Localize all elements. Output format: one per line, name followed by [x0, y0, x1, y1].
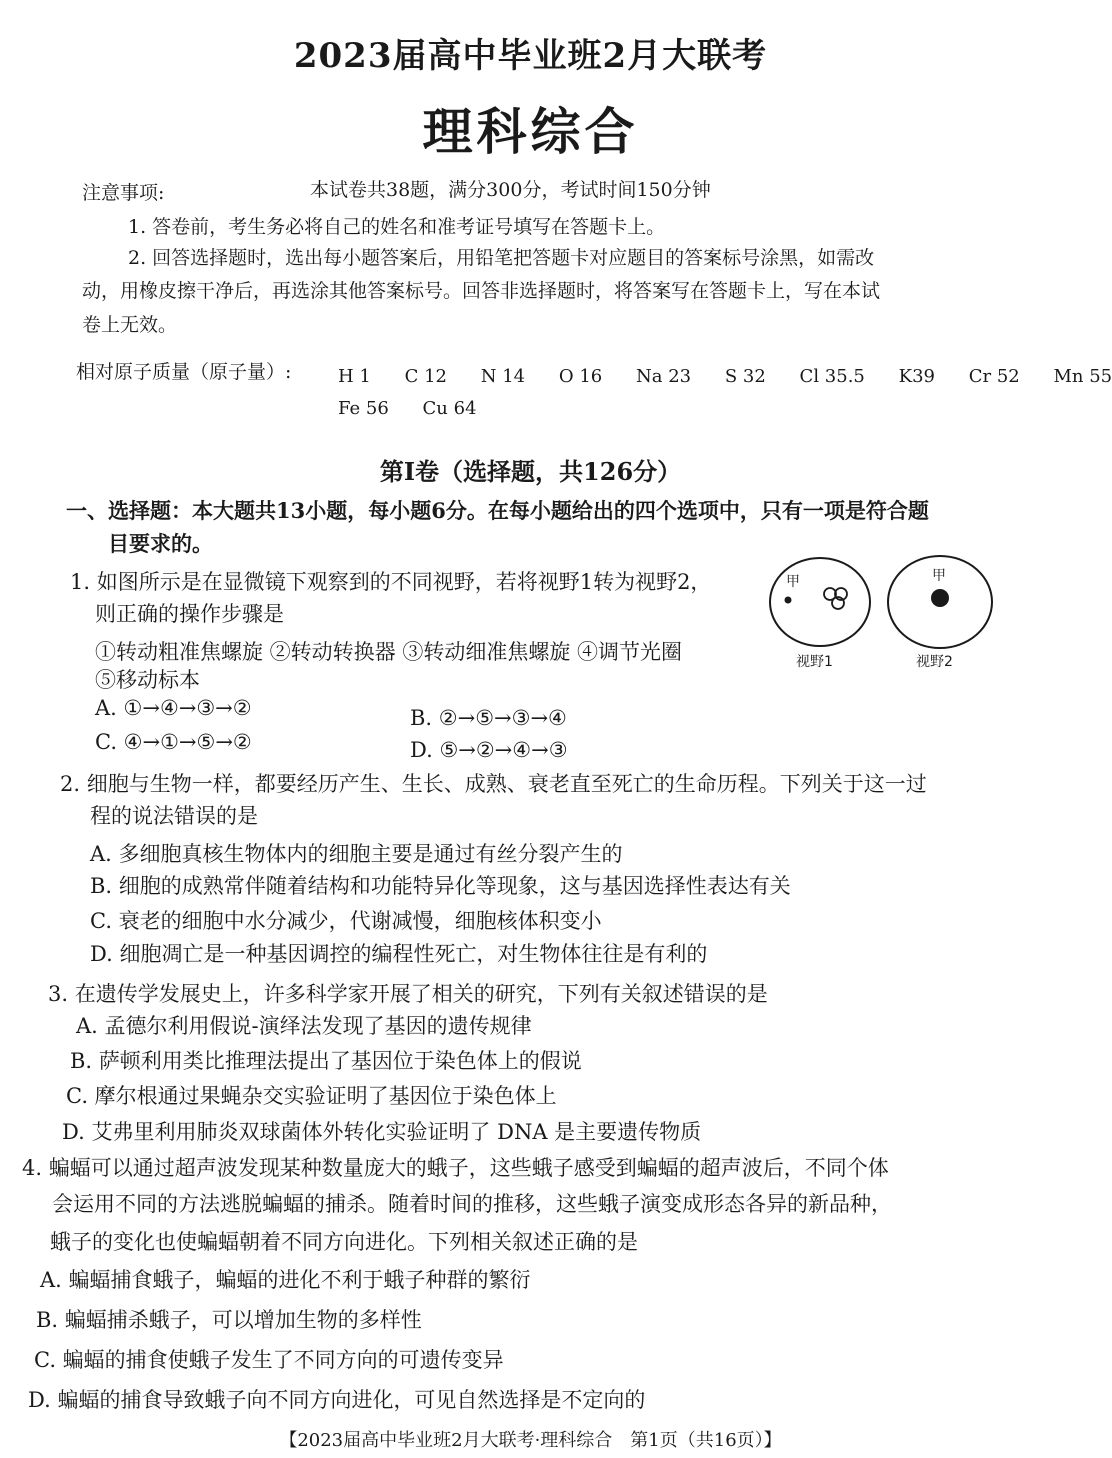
atomic-mass: N 14 [480, 366, 526, 387]
option-a[interactable]: A. 孟德尔利用假说-演绎法发现了基因的遗传规律 [76, 1014, 532, 1038]
exam-info: 本试卷共38题，满分300分，考试时间150分钟 [310, 179, 711, 201]
notice-item: 卷上无效。 [82, 314, 178, 336]
option-d[interactable]: D. 蝙蝠的捕食导致蛾子向不同方向进化，可见自然选择是不定向的 [28, 1388, 646, 1412]
question-2-text: 2. 细胞与生物一样，都要经历产生、生长、成熟、衰老直至死亡的生命历程。下列关于这一过 [60, 772, 927, 796]
atomic-mass: S 32 [724, 366, 766, 387]
option-d[interactable]: D. 细胞凋亡是一种基因调控的编程性死亡，对生物体往往是有利的 [90, 942, 708, 966]
atomic-mass: Cu 64 [422, 398, 477, 419]
notice-label: 注意事项: [82, 182, 165, 204]
specimen-large [931, 589, 949, 607]
option-a[interactable]: A. 多细胞真核生物体内的细胞主要是通过有丝分裂产生的 [90, 842, 623, 866]
field-2-label: 视野2 [916, 654, 953, 670]
question-3-text: 3. 在遗传学发展史上，许多科学家开展了相关的研究，下列有关叙述错误的是 [48, 982, 768, 1006]
section-instruction: 目要求的。 [108, 531, 213, 556]
question-1-steps: ①转动粗准焦螺旋 ②转动转换器 ③转动细准焦螺旋 ④调节光圈 [95, 640, 683, 664]
question-4-text: 蛾子的变化也使蝙蝠朝着不同方向进化。下列相关叙述正确的是 [50, 1230, 638, 1254]
option-b[interactable]: B. 蝙蝠捕杀蛾子，可以增加生物的多样性 [36, 1308, 422, 1332]
question-4-text: 4. 蝙蝠可以通过超声波发现某种数量庞大的蛾子，这些蛾子感受到蝙蝠的超声波后，不同个体 [22, 1156, 889, 1180]
notice-item: 2. 回答选择题时，选出每小题答案后，用铅笔把答题卡对应题目的答案标号涂黑，如需改 [128, 247, 875, 269]
option-d[interactable]: D. ⑤→②→④→③ [410, 738, 568, 762]
question-1-text: 则正确的操作步骤是 [95, 602, 284, 626]
atomic-mass: Fe 56 [338, 398, 389, 419]
field-1-circle [770, 558, 870, 646]
section-instruction: 一、选择题：本大题共13小题，每小题6分。在每小题给出的四个选项中，只有一项是符合题 [66, 498, 929, 523]
option-b[interactable]: B. 萨顿利用类比推理法提出了基因位于染色体上的假说 [70, 1049, 582, 1073]
atomic-mass-label: 相对原子质量（原子量）: [76, 361, 292, 383]
option-c[interactable]: C. 衰老的细胞中水分减少，代谢减慢，细胞核体积变小 [90, 909, 602, 933]
question-1-steps: ⑤移动标本 [95, 668, 200, 692]
option-b[interactable]: B. 细胞的成熟常伴随着结构和功能特异化等现象，这与基因选择性表达有关 [90, 874, 791, 898]
atomic-mass: Mn 55 [1053, 366, 1112, 387]
page-footer: 【2023届高中毕业班2月大联考·理科综合 第1页（共16页）】 [279, 1430, 782, 1451]
option-b[interactable]: B. ②→⑤→③→④ [410, 706, 567, 730]
option-a[interactable]: A. ①→④→③→② [95, 696, 252, 720]
section-title: 第Ⅰ卷（选择题，共126分） [379, 457, 682, 486]
mark-label-1: 甲 [786, 574, 800, 590]
notice-item: 动，用橡皮擦干净后，再选涂其他答案标号。回答非选择题时，将答案写在答题卡上，写在本试 [82, 280, 881, 302]
atomic-mass: Cr 52 [968, 366, 1020, 387]
atomic-mass: H 1 [338, 366, 371, 387]
exam-title: 2023届高中毕业班2月大联考 [293, 36, 768, 76]
atomic-mass: C 12 [404, 366, 448, 387]
option-c[interactable]: C. 蝙蝠的捕食使蛾子发生了不同方向的可遗传变异 [34, 1348, 504, 1372]
atomic-mass-row-1 [338, 366, 1112, 387]
question-2-text: 程的说法错误的是 [90, 804, 258, 828]
question-4-text: 会运用不同的方法逃脱蝙蝠的捕杀。随着时间的推移，这些蛾子演变成形态各异的新品种， [52, 1192, 892, 1216]
notice-item: 1. 答卷前，考生务必将自己的姓名和准考证号填写在答题卡上。 [128, 216, 666, 238]
atomic-mass-row-2 [338, 398, 505, 419]
option-c[interactable]: C. 摩尔根通过果蝇杂交实验证明了基因位于染色体上 [66, 1084, 557, 1108]
field-1-label: 视野1 [796, 654, 833, 670]
microscope-figure [760, 552, 1010, 677]
option-d[interactable]: D. 艾弗里利用肺炎双球菌体外转化实验证明了 DNA 是主要遗传物质 [62, 1120, 702, 1144]
atomic-mass: K39 [898, 366, 935, 387]
atomic-mass: Cl 35.5 [799, 366, 865, 387]
specimen-small [785, 597, 792, 604]
subject-title: 理科综合 [422, 102, 639, 161]
option-a[interactable]: A. 蝙蝠捕食蛾子，蝙蝠的进化不利于蛾子种群的繁衍 [40, 1268, 531, 1292]
option-c[interactable]: C. ④→①→⑤→② [95, 730, 252, 754]
question-1-text: 1. 如图所示是在显微镜下观察到的不同视野，若将视野1转为视野2， [70, 570, 712, 594]
mark-label-2: 甲 [932, 568, 946, 584]
atomic-mass: Na 23 [636, 366, 692, 387]
atomic-mass: O 16 [558, 366, 603, 387]
